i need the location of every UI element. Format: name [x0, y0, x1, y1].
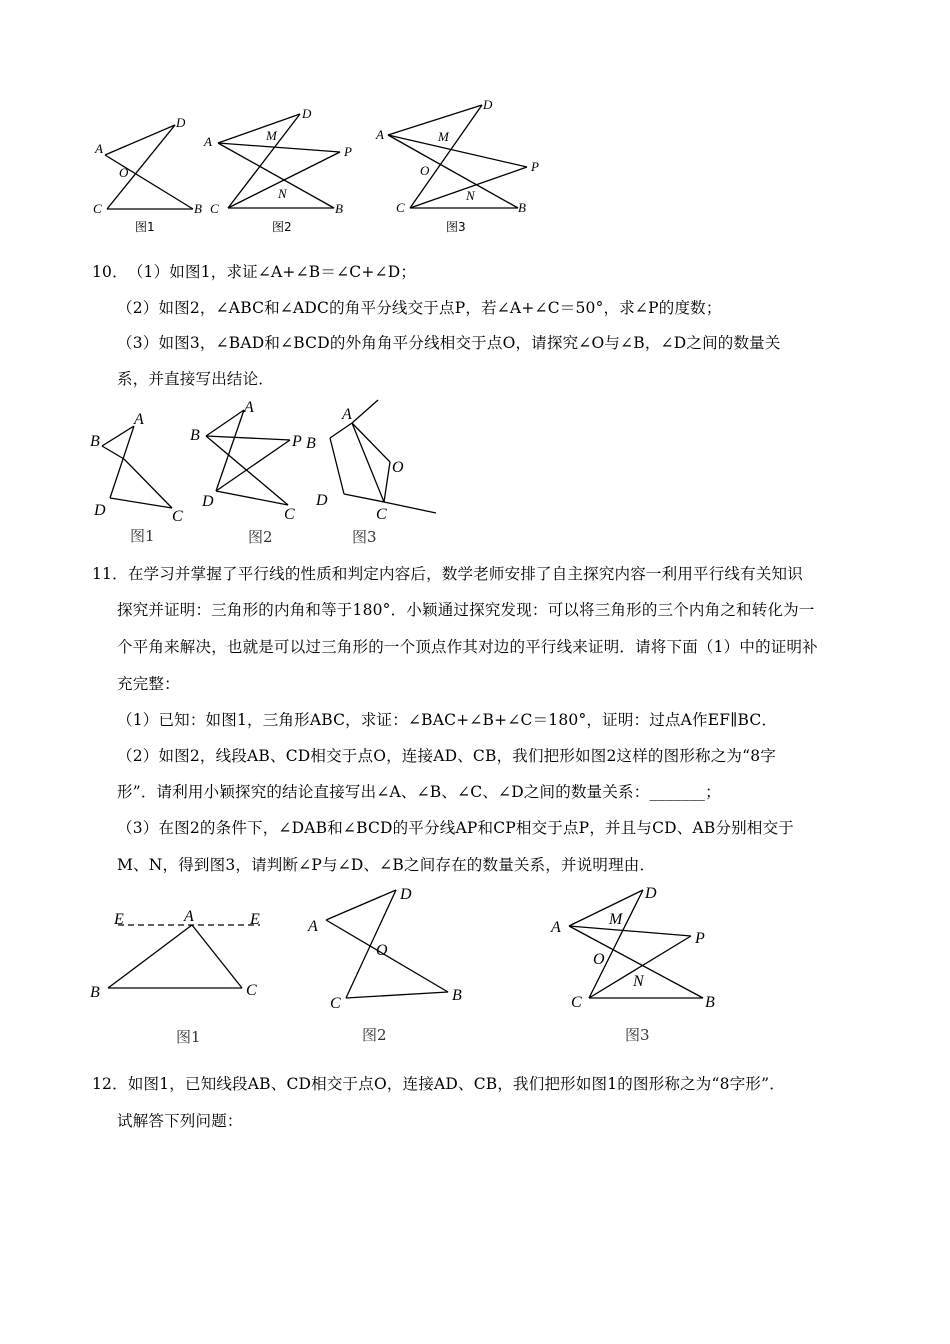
point-label-o: O [392, 459, 404, 476]
question-11-part-1: （1）已知：如图1，三角形ABC，求证：∠BAC+∠B+∠C＝180°，证明：过点A作EF∥BC． [117, 711, 778, 729]
q11-figure-2 [300, 880, 480, 1050]
question-12: 12．如图1，已知线段AB、CD相交于点O，连接AD、CB，我们把形如图1的图形称之为“8字形”． [92, 1075, 785, 1093]
figure-caption: 图3 [446, 220, 466, 234]
point-label-a: A [308, 918, 318, 935]
point-label-b: B [518, 200, 526, 215]
point-label-b: B [90, 433, 100, 450]
point-label-d: D [176, 115, 186, 130]
figure-caption: 图3 [625, 1026, 650, 1044]
point-label-a: A [204, 134, 212, 149]
point-label-p: P [292, 433, 302, 450]
q10-figure-3 [300, 398, 440, 548]
point-label-c: C [246, 982, 257, 999]
point-label-d: D [302, 106, 312, 121]
question-11-part-2-cont: 形”．请利用小颖探究的结论直接写出∠A、∠B、∠C、∠D之间的数量关系：_______； [117, 783, 721, 801]
question-number: 12． [92, 1075, 128, 1093]
point-label-d: D [645, 885, 657, 902]
point-label-o: O [376, 942, 388, 959]
point-label-m: M [266, 128, 277, 143]
point-label-a: A [376, 127, 384, 142]
point-label-c: C [210, 201, 219, 216]
figure-caption: 图3 [352, 528, 377, 546]
point-label-e-left: E [114, 911, 124, 928]
figure-caption: 图2 [248, 528, 273, 546]
top-figure-3 [372, 95, 547, 235]
question-12-cont: 试解答下列问题： [117, 1112, 243, 1130]
point-label-d: D [400, 886, 412, 903]
point-label-b: B [306, 435, 316, 452]
figure-caption: 图1 [176, 1028, 201, 1046]
point-label-b: B [190, 427, 200, 444]
figure-caption: 图1 [130, 527, 155, 545]
point-label-a: A [95, 141, 103, 156]
point-label-c: C [172, 508, 183, 525]
question-11-part-2: （2）如图2，线段AB、CD相交于点O，连接AD、CB，我们把形如图2这样的图形称之为“8字 [117, 747, 777, 765]
point-label-p: P [344, 144, 352, 159]
point-label-o: O [119, 165, 129, 180]
point-label-n: N [466, 188, 475, 203]
question-10-part-2: （2）如图2，∠ABC和∠ADC的角平分线交于点P，若∠A+∠C＝50°，求∠P的度数； [117, 299, 722, 317]
point-label-c: C [284, 506, 295, 523]
point-label-a: A [342, 406, 352, 423]
question-10-part-3: （3）如图3，∠BAD和∠BCD的外角角平分线相交于点O，请探究∠O与∠B，∠D之间的数量关 [117, 334, 781, 352]
point-label-c: C [376, 506, 387, 523]
point-label-d: D [483, 97, 493, 112]
point-label-m: M [609, 911, 623, 928]
point-label-a: A [184, 908, 194, 925]
question-11-intro: 11．在学习并掌握了平行线的性质和判定内容后，数学老师安排了自主探究内容一利用平行线有关知识 [92, 565, 803, 583]
question-11-intro-line-2: 探究并证明：三角形的内角和等于180°．小颖通过探究发现：可以将三角形的三个内角之和转化为一 [117, 601, 815, 619]
question-10-part-1: 10．（1）如图1，求证∠A+∠B＝∠C+∠D； [92, 263, 417, 281]
point-label-a: A [134, 411, 144, 428]
figure-caption: 图2 [272, 220, 292, 234]
point-label-a: A [551, 919, 561, 936]
point-label-m: M [438, 129, 449, 144]
question-11-intro-line-4: 充完整： [117, 675, 180, 693]
point-label-c: C [330, 995, 341, 1012]
point-label-p: P [531, 159, 539, 174]
point-label-b: B [335, 201, 343, 216]
point-label-b: B [90, 984, 100, 1001]
point-label-p: P [695, 930, 705, 947]
figure-caption: 图1 [135, 220, 155, 234]
point-label-d: D [94, 502, 106, 519]
q10-figure-2 [186, 398, 311, 548]
point-label-b: B [194, 201, 202, 216]
point-label-o: O [593, 951, 605, 968]
point-label-b: B [705, 994, 715, 1011]
point-label-e-right: E [250, 911, 260, 928]
point-label-a: A [244, 399, 254, 416]
top-figure-1 [85, 110, 205, 235]
point-label-n: N [633, 973, 644, 990]
question-10-part-3-cont: 系，并直接写出结论． [117, 370, 275, 388]
q11-figure-1 [88, 900, 268, 1050]
question-11-intro-line-3: 个平角来解决，也就是可以过三角形的一个顶点作其对边的平行线来证明．请将下面（1）中的证明补 [117, 638, 818, 656]
point-label-o: O [420, 163, 430, 178]
point-label-d: D [202, 493, 214, 510]
point-label-n: N [278, 186, 287, 201]
question-11-part-3: （3）在图2的条件下，∠DAB和∠BCD的平分线AP和CP相交于点P，并且与CD、AB分别相交于 [117, 819, 794, 837]
top-figure-2 [200, 100, 365, 235]
point-label-d: D [316, 492, 328, 509]
point-label-b: B [452, 987, 462, 1004]
figure-caption: 图2 [362, 1026, 387, 1044]
question-number: 11． [92, 565, 128, 583]
q10-figure-1 [88, 408, 188, 548]
point-label-c: C [571, 994, 582, 1011]
point-label-c: C [396, 200, 405, 215]
question-number: 10． [92, 263, 128, 281]
question-11-part-3-cont: M、N，得到图3，请判断∠P与∠D、∠B之间存在的数量关系，并说明理由． [117, 856, 656, 874]
point-label-c: C [93, 201, 102, 216]
q11-figure-3 [545, 878, 735, 1050]
